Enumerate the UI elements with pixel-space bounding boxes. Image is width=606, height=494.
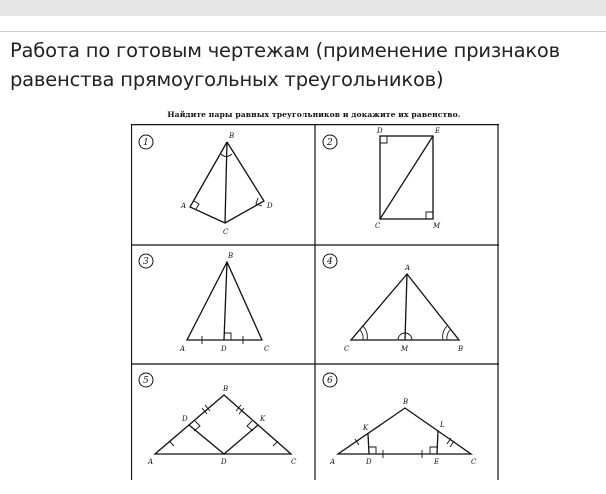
drawings-grid: [131, 124, 499, 480]
point-label: C: [471, 458, 477, 466]
point-label: D: [182, 415, 188, 423]
point-label: A: [405, 264, 411, 272]
point-label: K: [260, 415, 266, 423]
point-label: E: [435, 127, 441, 135]
figure-number: 5: [143, 376, 149, 386]
point-label: B: [403, 398, 409, 406]
point-label: A: [181, 202, 187, 210]
figure-6: [323, 373, 477, 466]
point-label: D: [221, 345, 227, 353]
point-label: B: [223, 385, 229, 393]
figure-2: [323, 127, 441, 230]
point-label: B: [458, 345, 464, 353]
point-label: D: [377, 127, 383, 135]
point-label: C: [223, 228, 229, 236]
point-label: L: [440, 421, 445, 429]
point-label: D: [267, 202, 273, 210]
divider: [0, 31, 606, 32]
point-label: A: [330, 458, 336, 466]
point-label: C: [375, 222, 381, 230]
page-title: Работа по готовым чертежам (применение признаков равенства прямоугольных треугольников): [10, 39, 560, 91]
point-label: D: [366, 458, 372, 466]
point-label: D: [221, 458, 227, 466]
point-label: M: [401, 345, 409, 353]
figure-number: 3: [143, 257, 149, 267]
figure-3: [139, 252, 270, 353]
point-label: M: [433, 222, 441, 230]
figure-1: [139, 132, 273, 236]
point-label: A: [148, 458, 154, 466]
point-label: A: [180, 345, 186, 353]
point-label: E: [434, 458, 440, 466]
browser-top-bar: [0, 0, 606, 16]
point-label: K: [363, 424, 369, 432]
point-label: C: [264, 345, 270, 353]
task-caption: Найдите пары равных треугольников и докажите их равенство.: [167, 110, 461, 119]
point-label: C: [291, 458, 297, 466]
figure-number: 4: [327, 257, 333, 267]
figure-4: [323, 254, 463, 353]
figure-number: 6: [327, 376, 333, 386]
point-label: B: [228, 252, 234, 260]
figure-number: 2: [327, 138, 333, 148]
figure-5: [139, 373, 297, 466]
point-label: B: [229, 132, 235, 140]
point-label: C: [344, 345, 350, 353]
figure-number: 1: [143, 138, 149, 148]
